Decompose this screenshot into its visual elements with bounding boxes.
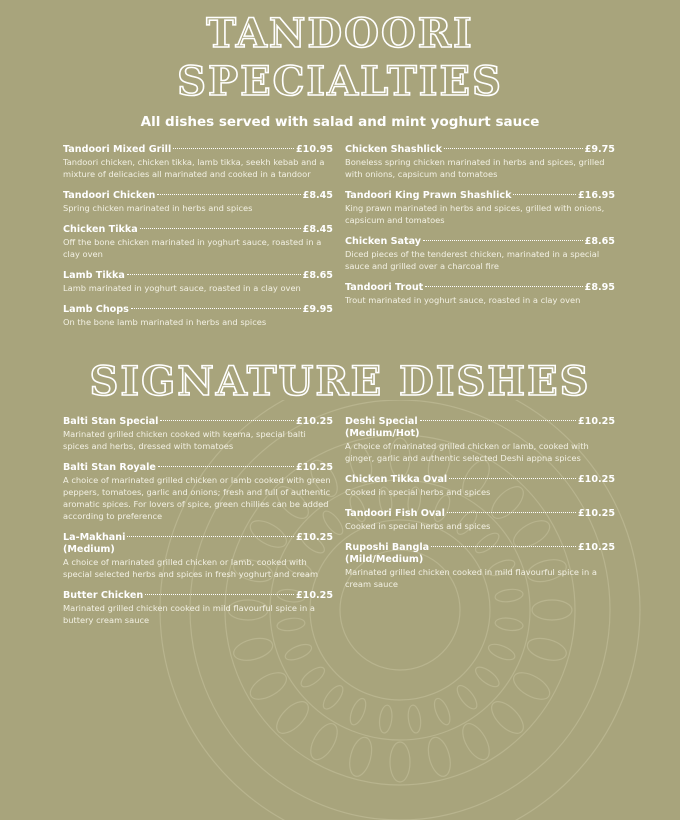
signature-right-column xyxy=(345,415,615,599)
menu-item xyxy=(63,269,333,294)
item-name: Tandoori Trout xyxy=(345,282,424,293)
item-description: King prawn marinated in herbs and spices, grilled with onions, capsicum and tomatoes xyxy=(345,203,605,225)
tandoori-heading-line2: SPECIALTIES xyxy=(177,58,503,105)
item-price: £8.65 xyxy=(302,270,333,281)
item-description: On the bone lamb marinated in herbs and spices xyxy=(63,317,267,327)
item-description: A choice of marinated grilled chicken or lamb, cooked with special selected herbs and spices in fresh yoghurt and cream xyxy=(63,557,319,579)
signature-heading: SIGNATURE DISHES xyxy=(89,358,591,405)
item-description: Boneless spring chicken marinated in herbs and spices, grilled with onions, capsicum and tomatoes xyxy=(345,157,605,179)
menu-item xyxy=(63,461,333,522)
item-description: Lamb marinated in yoghurt sauce, roasted in a clay oven xyxy=(63,283,301,293)
item-name: Tandoori Mixed Grill xyxy=(63,144,172,155)
menu-item xyxy=(63,531,333,580)
item-name: Lamb Chops xyxy=(63,304,129,315)
item-price: £8.45 xyxy=(302,224,333,235)
tandoori-right-column xyxy=(345,143,615,315)
menu-item xyxy=(345,507,615,532)
item-description: Diced pieces of the tenderest chicken, marinated in a special sauce and grilled over a charcoal fire xyxy=(345,249,600,271)
item-name: Butter Chicken xyxy=(63,590,144,601)
menu-item xyxy=(63,589,333,626)
menu-item xyxy=(345,143,615,180)
item-name: Tandoori Fish Oval xyxy=(345,508,445,519)
menu-item xyxy=(63,143,333,180)
item-name: Chicken Satay xyxy=(345,236,422,247)
item-description: A choice of marinated grilled chicken or lamb cooked with green peppers, tomatoes, garlic and onions; fresh and full of authentic aromatic spices. For lovers of spice, green chillies can be added according to preference xyxy=(63,475,331,521)
tandoori-heading-line1: TANDOORI xyxy=(206,10,474,57)
item-description: Spring chicken marinated in herbs and spices xyxy=(63,203,253,213)
item-price: £10.25 xyxy=(577,416,615,427)
item-price: £10.25 xyxy=(577,542,615,553)
item-name: Chicken Tikka xyxy=(63,224,138,235)
menu-item xyxy=(63,223,333,260)
tandoori-left-column xyxy=(63,143,333,337)
item-spice-level: (Medium) xyxy=(63,544,115,555)
item-spice-level: (Mild/Medium) xyxy=(345,554,424,565)
item-description: Marinated grilled chicken cooked with keema, special balti spices and herbs, dressed with tomatoes xyxy=(63,429,306,451)
item-name: La-Makhani xyxy=(63,532,126,543)
item-name: Lamb Tikka xyxy=(63,270,125,281)
item-name: Chicken Tikka Oval xyxy=(345,474,448,485)
item-name: Balti Stan Royale xyxy=(63,462,156,473)
item-description: Tandoori chicken, chicken tikka, lamb tikka, seekh kebab and a mixture of delicacies all marinated and cooked in a tandoor xyxy=(63,157,325,179)
menu-item xyxy=(63,189,333,214)
item-name: Tandoori King Prawn Shashlick xyxy=(345,190,512,201)
menu-item xyxy=(345,281,615,306)
signature-left-column xyxy=(63,415,333,635)
item-price: £16.95 xyxy=(577,190,615,201)
item-description: Marinated grilled chicken cooked in mild flavourful spice in a cream sauce xyxy=(345,567,597,589)
item-description: A choice of marinated grilled chicken or lamb, cooked with ginger, garlic and authentic selected Deshi appna spices xyxy=(345,441,589,463)
menu-item xyxy=(63,303,333,328)
item-name: Deshi Special xyxy=(345,416,418,427)
menu-item xyxy=(345,235,615,272)
item-description: Off the bone chicken marinated in yoghurt sauce, roasted in a clay oven xyxy=(63,237,322,259)
item-price: £10.25 xyxy=(295,532,333,543)
menu-item xyxy=(345,473,615,498)
subtitle: All dishes served with salad and mint yoghurt sauce xyxy=(140,114,540,130)
item-description: Cooked in special herbs and spices xyxy=(345,487,491,497)
item-price: £10.25 xyxy=(295,590,333,601)
menu-item xyxy=(63,415,333,452)
item-price: £10.25 xyxy=(295,416,333,427)
item-price: £8.95 xyxy=(584,282,615,293)
menu-item xyxy=(345,189,615,226)
item-price: £9.95 xyxy=(302,304,333,315)
item-price: £10.95 xyxy=(295,144,333,155)
menu-item xyxy=(345,415,615,464)
item-name: Ruposhi Bangla xyxy=(345,542,430,553)
item-description: Trout marinated in yoghurt sauce, roasted in a clay oven xyxy=(345,295,581,305)
item-price: £9.75 xyxy=(584,144,615,155)
item-price: £8.45 xyxy=(302,190,333,201)
item-price: £10.25 xyxy=(577,508,615,519)
item-name: Balti Stan Special xyxy=(63,416,159,427)
item-description: Marinated grilled chicken cooked in mild flavourful spice in a buttery cream sauce xyxy=(63,603,315,625)
item-description: Cooked in special herbs and spices xyxy=(345,521,491,531)
item-price: £10.25 xyxy=(577,474,615,485)
item-price: £8.65 xyxy=(584,236,615,247)
item-price: £10.25 xyxy=(295,462,333,473)
menu-item xyxy=(345,541,615,590)
item-spice-level: (Medium/Hot) xyxy=(345,428,420,439)
item-name: Tandoori Chicken xyxy=(63,190,156,201)
item-name: Chicken Shashlick xyxy=(345,144,443,155)
